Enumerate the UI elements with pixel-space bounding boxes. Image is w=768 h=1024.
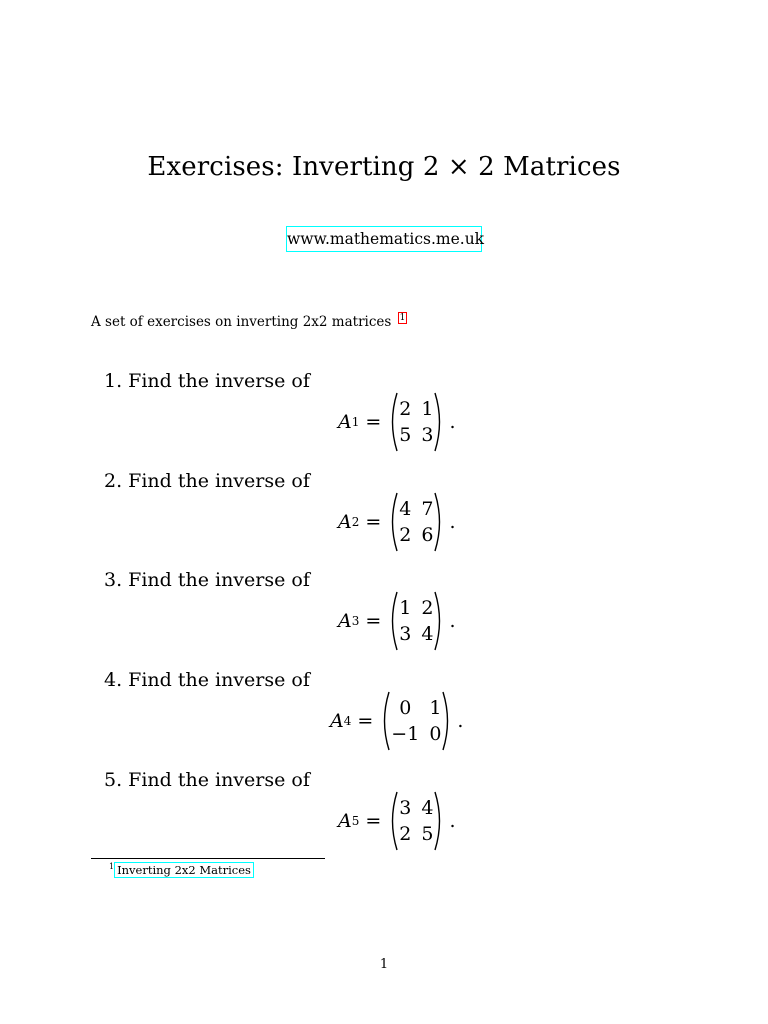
- right-parenthesis: [433, 492, 445, 552]
- exercise-2-matrix: [338, 498, 456, 546]
- matrix-cell: 3: [399, 623, 412, 645]
- exercise-number: 5.: [104, 769, 123, 791]
- matrix-cell: 2: [421, 597, 434, 619]
- exercise-2-label: [104, 470, 310, 492]
- exercise-number: 1.: [104, 370, 123, 392]
- left-parenthesis: [387, 392, 399, 452]
- equals-sign: =: [357, 710, 374, 732]
- matrix-entries: [387, 797, 445, 845]
- exercise-number: 2.: [104, 470, 123, 492]
- exercise-prompt: Find the inverse of: [128, 569, 310, 591]
- matrix-subscript: 3: [351, 614, 360, 628]
- exercise-1-matrix: [338, 398, 456, 446]
- matrix-name: A: [338, 511, 352, 533]
- matrix-cell: 4: [399, 498, 412, 520]
- exercise-4-matrix: [330, 697, 463, 745]
- exercise-prompt: Find the inverse of: [128, 470, 310, 492]
- left-parenthesis: [387, 492, 399, 552]
- matrix-cell: 7: [421, 498, 434, 520]
- matrix-cell: 2: [399, 398, 412, 420]
- intro-text: [91, 312, 407, 330]
- period: .: [449, 810, 456, 832]
- matrix-cell: 2: [399, 524, 412, 546]
- matrix-cell: 6: [421, 524, 434, 546]
- exercise-3-matrix: [338, 597, 456, 645]
- matrix-cell: 0: [399, 697, 412, 719]
- exercise-4-label: [104, 669, 310, 691]
- matrix-entries: [387, 498, 445, 546]
- footnote-divider: [91, 858, 325, 859]
- equals-sign: =: [365, 511, 382, 533]
- exercise-prompt: Find the inverse of: [128, 669, 310, 691]
- exercise-1-label: [104, 370, 310, 392]
- period: .: [457, 710, 464, 732]
- website-link[interactable]: www.mathematics.me.uk: [286, 226, 482, 252]
- matrix-cell: 2: [399, 823, 412, 845]
- equals-sign: =: [365, 810, 382, 832]
- page-title: Exercises: Inverting 2 × 2 Matrices: [147, 152, 621, 182]
- matrix-cell: 3: [399, 797, 412, 819]
- matrix-entries: [387, 597, 445, 645]
- right-parenthesis: [433, 591, 445, 651]
- exercise-number: 3.: [104, 569, 123, 591]
- footnote-marker: 1: [109, 862, 115, 871]
- equals-sign: =: [365, 610, 382, 632]
- matrix-subscript: 5: [351, 814, 360, 828]
- period: .: [449, 511, 456, 533]
- footnote-link[interactable]: Inverting 2x2 Matrices: [114, 862, 254, 878]
- exercise-5-matrix: [338, 797, 456, 845]
- intro-sentence: A set of exercises on inverting 2x2 matrices: [91, 314, 392, 330]
- matrix-cell: 3: [421, 424, 434, 446]
- matrix-entries: [379, 697, 453, 745]
- footnote: [109, 862, 254, 877]
- right-parenthesis: [441, 691, 453, 751]
- exercise-prompt: Find the inverse of: [128, 769, 310, 791]
- page-number: 1: [379, 957, 389, 972]
- exercise-prompt: Find the inverse of: [128, 370, 310, 392]
- matrix-cell: 1: [429, 697, 442, 719]
- matrix-entries: [387, 398, 445, 446]
- matrix-name: A: [338, 411, 352, 433]
- exercise-5-label: [104, 769, 310, 791]
- matrix-cell: 4: [421, 623, 434, 645]
- footnote-reference-link[interactable]: 1: [399, 313, 406, 323]
- matrix-cell: 0: [429, 723, 442, 745]
- exercise-number: 4.: [104, 669, 123, 691]
- left-parenthesis: [387, 591, 399, 651]
- matrix-cell: 1: [421, 398, 434, 420]
- matrix-subscript: 4: [343, 714, 352, 728]
- matrix-name: A: [330, 710, 344, 732]
- left-parenthesis: [379, 691, 391, 751]
- period: .: [449, 411, 456, 433]
- matrix-name: A: [338, 810, 352, 832]
- right-parenthesis: [433, 791, 445, 851]
- matrix-cell: 4: [421, 797, 434, 819]
- period: .: [449, 610, 456, 632]
- matrix-subscript: 1: [351, 415, 360, 429]
- right-parenthesis: [433, 392, 445, 452]
- exercise-3-label: [104, 569, 310, 591]
- matrix-subscript: 2: [351, 515, 360, 529]
- matrix-cell: 5: [399, 424, 412, 446]
- equals-sign: =: [365, 411, 382, 433]
- matrix-name: A: [338, 610, 352, 632]
- left-parenthesis: [387, 791, 399, 851]
- matrix-cell: 5: [421, 823, 434, 845]
- matrix-cell: 1: [399, 597, 412, 619]
- matrix-cell: −1: [391, 723, 420, 745]
